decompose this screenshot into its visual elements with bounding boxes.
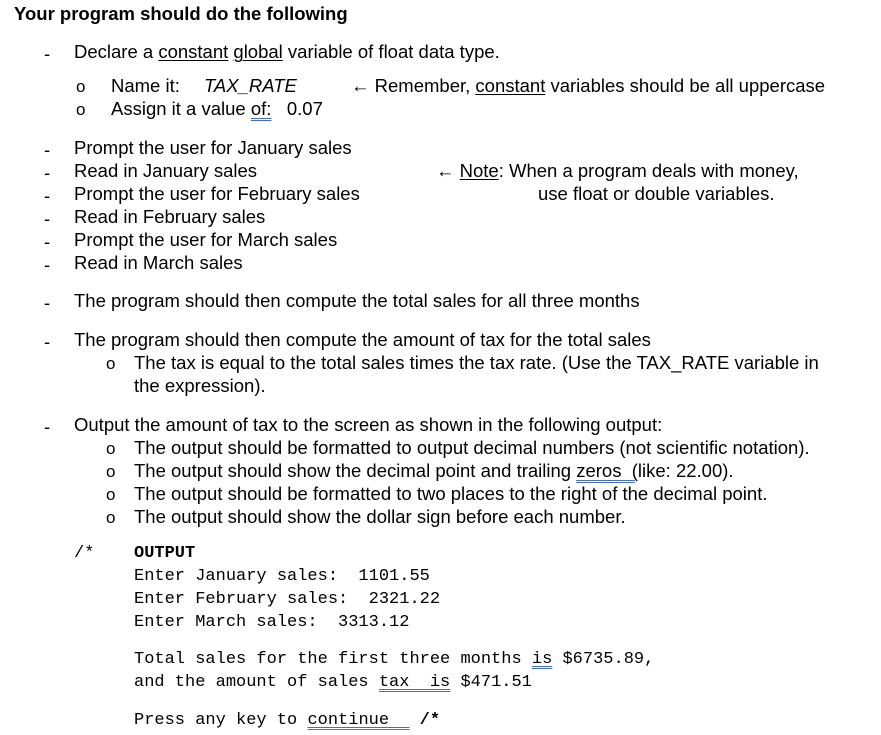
code-press-pre: Press any key to	[134, 711, 308, 730]
remember-note	[351, 74, 825, 97]
comment-open: /*	[74, 544, 95, 563]
code-total	[134, 648, 654, 671]
circle-bullet: o	[106, 485, 116, 504]
dash-bullet: -	[44, 254, 51, 275]
name-it-label: Name it:	[111, 75, 180, 96]
assign-pre: Assign it a value	[111, 98, 251, 119]
code-tax-pre: and the amount of sales	[134, 673, 379, 692]
tax-sub-line-2: the expression).	[134, 375, 266, 396]
code-january: Enter January sales: 1101.55	[134, 567, 430, 586]
code-tax	[134, 671, 532, 694]
compute-total: The program should then compute the total sales for all three months	[74, 290, 640, 311]
compute-tax: The program should then compute the amount of tax for the total sales	[74, 329, 651, 350]
assign-value: 0.07	[286, 98, 323, 119]
code-press-continue: continue	[307, 711, 410, 730]
declare-global: global	[233, 41, 283, 62]
note-label: Note	[459, 160, 499, 181]
dash-bullet: -	[44, 185, 51, 206]
dash-bullet: -	[44, 292, 51, 313]
note-arrow: ←	[436, 160, 460, 181]
dash-bullet: -	[44, 331, 51, 352]
name-it-line	[111, 74, 180, 97]
dash-bullet: -	[44, 231, 51, 252]
output-sub-4: The output should show the dollar sign before each number.	[134, 506, 626, 527]
circle-bullet: o	[106, 508, 116, 527]
output-sub-2-post: like: 22.00).	[637, 460, 734, 481]
list-item: Read in March sales	[74, 252, 243, 273]
circle-bullet: o	[106, 439, 116, 458]
dash-bullet: -	[44, 416, 51, 437]
dash-bullet: -	[44, 139, 51, 160]
output-sub-2-zeros: zeros (	[576, 460, 638, 481]
dash-bullet: -	[44, 208, 51, 229]
declare-constant: constant	[158, 41, 229, 62]
declare-line	[74, 40, 500, 63]
code-header: OUTPUT	[134, 544, 196, 563]
dash-bullet: -	[44, 43, 51, 64]
remember-arrow: ← Remember,	[351, 75, 476, 96]
dash-bullet: -	[44, 162, 51, 183]
note-line-1: : When a program deals with money,	[498, 160, 799, 181]
list-item: Read in January sales	[74, 160, 258, 181]
tax-sub-line-1: The tax is equal to the total sales times the tax rate. (Use the TAX_RATE variable in	[134, 352, 819, 373]
assign-of: of:	[250, 98, 272, 119]
note-line-2: use float or double variables.	[538, 183, 775, 204]
circle-bullet: o	[106, 354, 116, 373]
output-sub-2	[134, 459, 734, 482]
output-sub-2-pre: The output should show the decimal point and trailing	[134, 460, 577, 481]
code-tax-post: $471.51	[450, 673, 532, 692]
code-march: Enter March sales: 3313.12	[134, 613, 410, 632]
remember-rest: variables should be all uppercase	[545, 75, 826, 96]
declare-post: variable of float data type.	[282, 41, 500, 62]
declare-pre: Declare a	[74, 41, 159, 62]
code-total-post: $6735.89,	[552, 650, 655, 669]
list-item: Read in February sales	[74, 206, 266, 227]
code-february: Enter February sales: 2321.22	[134, 590, 441, 609]
list-item: Prompt the user for January sales	[74, 137, 352, 158]
circle-bullet: o	[76, 77, 86, 96]
code-total-is: is	[531, 650, 553, 669]
output-intro: Output the amount of tax to the screen as shown in the following output:	[74, 414, 663, 435]
assign-line	[111, 97, 323, 120]
page-heading: Your program should do the following	[14, 3, 348, 24]
output-sub-1: The output should be formatted to output decimal numbers (not scientific notation).	[134, 437, 810, 458]
remember-constant: constant	[475, 75, 546, 96]
output-sub-3: The output should be formatted to two places to the right of the decimal point.	[134, 483, 768, 504]
circle-bullet: o	[76, 100, 86, 119]
money-note	[436, 159, 799, 182]
list-item: Prompt the user for March sales	[74, 229, 338, 250]
code-tax-word: tax is	[378, 673, 451, 692]
code-total-pre: Total sales for the first three months	[134, 650, 532, 669]
circle-bullet: o	[106, 462, 116, 481]
list-item: Prompt the user for February sales	[74, 183, 360, 204]
name-it-value: TAX_RATE	[204, 75, 297, 96]
code-press	[134, 709, 440, 732]
comment-close: /*	[409, 711, 441, 730]
